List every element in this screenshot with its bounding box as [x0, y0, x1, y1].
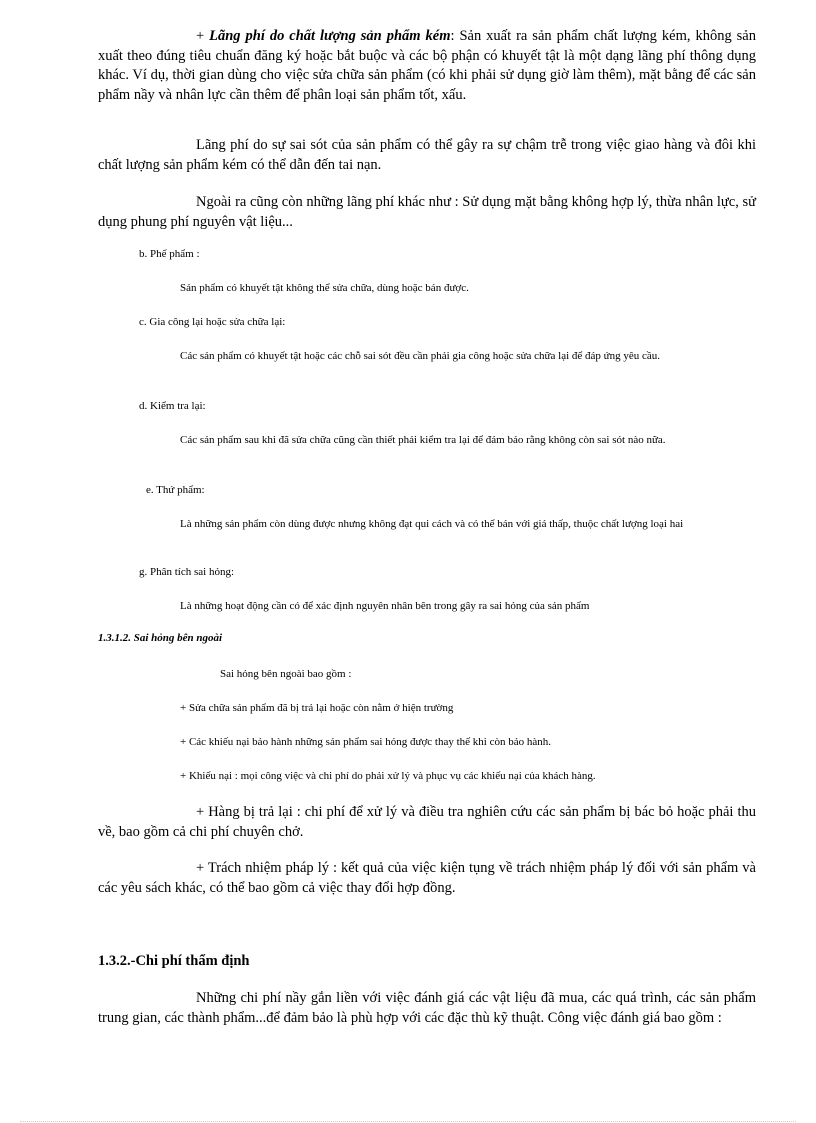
heading-reinspection: d. Kiểm tra lại: [139, 400, 206, 412]
page-bottom-rule [20, 1121, 796, 1122]
paragraph-defect-delay: Lãng phí do sự sai sót của sản phẩm có thể gây ra sự chậm trễ trong việc giao hàng và đôi khi chất lượng sản phẩm kém có thể dẫn đến tai nạn. [98, 137, 756, 173]
heading-rework: c. Gia công lại hoặc sửa chữa lại: [139, 316, 286, 328]
heading-second-grade: e. Thứ phẩm: [146, 484, 205, 496]
text-failure-analysis: Là những hoạt động cần có để xác định nguyên nhân bên trong gây ra sai hỏng của sản phẩm [180, 600, 590, 612]
external-failure-intro: Sai hỏng bên ngoài bao gồm : [220, 668, 352, 680]
external-failure-item: + Các khiếu nại bảo hành những sản phẩm sai hỏng được thay thế khi còn bảo hành. [180, 736, 551, 748]
text-scrap: Sản phẩm có khuyết tật không thể sửa chữa, dùng hoặc bán được. [180, 282, 469, 294]
paragraph-returned-goods: + Hàng bị trả lại : chi phí để xử lý và điều tra nghiên cứu các sản phẩm bị bác bỏ hoặc phải thu về, bao gồm cả chi phí chuyên chở. [98, 804, 756, 840]
heading-failure-analysis: g. Phân tích sai hỏng: [139, 566, 235, 578]
paragraph-rest: : Sản xuất ra sản phẩm chất lượng kém, không sản xuất theo đúng tiêu chuẩn đăng ký hoặc bắt buộc và các bộ phận có khuyết tật là một dạng lãng phí thông dụng khác. Ví dụ, thời gian dùng cho việc sửa chữa sản phẩm (có khi phải sử dụng giờ làm thêm), mặt bằng để các sản phẩm nầy và nhân lực cần thêm để phân loại sản phẩm tốt, xấu. [98, 28, 756, 103]
section-heading-appraisal-cost: 1.3.2.-Chi phí thẩm định [98, 953, 250, 969]
paragraph-other-waste: Ngoài ra cũng còn những lãng phí khác như : Sử dụng mặt bằng không hợp lý, thừa nhân lực, sử dụng phung phí nguyên vật liệu... [98, 194, 756, 230]
heading-scrap: b. Phế phẩm : [139, 248, 200, 260]
paragraph-legal-liability: + Trách nhiệm pháp lý : kết quả của việc kiện tụng về trách nhiệm pháp lý đối với sản phẩm và các yêu sách khác, có thể bao gồm cả việc thay đổi hợp đồng. [98, 860, 756, 896]
external-failure-item: + Sửa chữa sản phẩm đã bị trả lại hoặc còn nằm ở hiện trường [180, 702, 454, 714]
external-failure-item: + Khiếu nại : mọi công việc và chi phí do phải xử lý và phục vụ các khiếu nại của khách hàng. [180, 770, 596, 782]
paragraph-appraisal-cost: Những chi phí nầy gắn liền với việc đánh giá các vật liệu đã mua, các quá trình, các sản phẩm trung gian, các thành phẩm...để đảm bảo là phù hợp với các đặc thù kỹ thuật. Công việc đánh giá bao gồm : [98, 990, 756, 1026]
text-rework: Các sản phẩm có khuyết tật hoặc các chỗ sai sót đều cần phải gia công hoặc sửa chữa lại để đáp ứng yêu cầu. [180, 350, 661, 362]
bold-italic-term: Lãng phí do chất lượng sản phẩm kém [209, 28, 451, 44]
paragraph-quality-waste [98, 27, 756, 105]
text-second-grade: Là những sản phẩm còn dùng được nhưng không đạt qui cách và có thể bán với giá thấp, thuộc chất lượng loại hai [180, 518, 684, 530]
text-reinspection: Các sản phẩm sau khi đã sửa chữa cũng cần thiết phải kiểm tra lại để đảm bảo rằng không còn sai sót nào nữa. [180, 434, 666, 446]
paragraph-lead: + [196, 28, 210, 44]
section-heading-external-failure: 1.3.1.2. Sai hỏng bên ngoài [98, 632, 223, 644]
